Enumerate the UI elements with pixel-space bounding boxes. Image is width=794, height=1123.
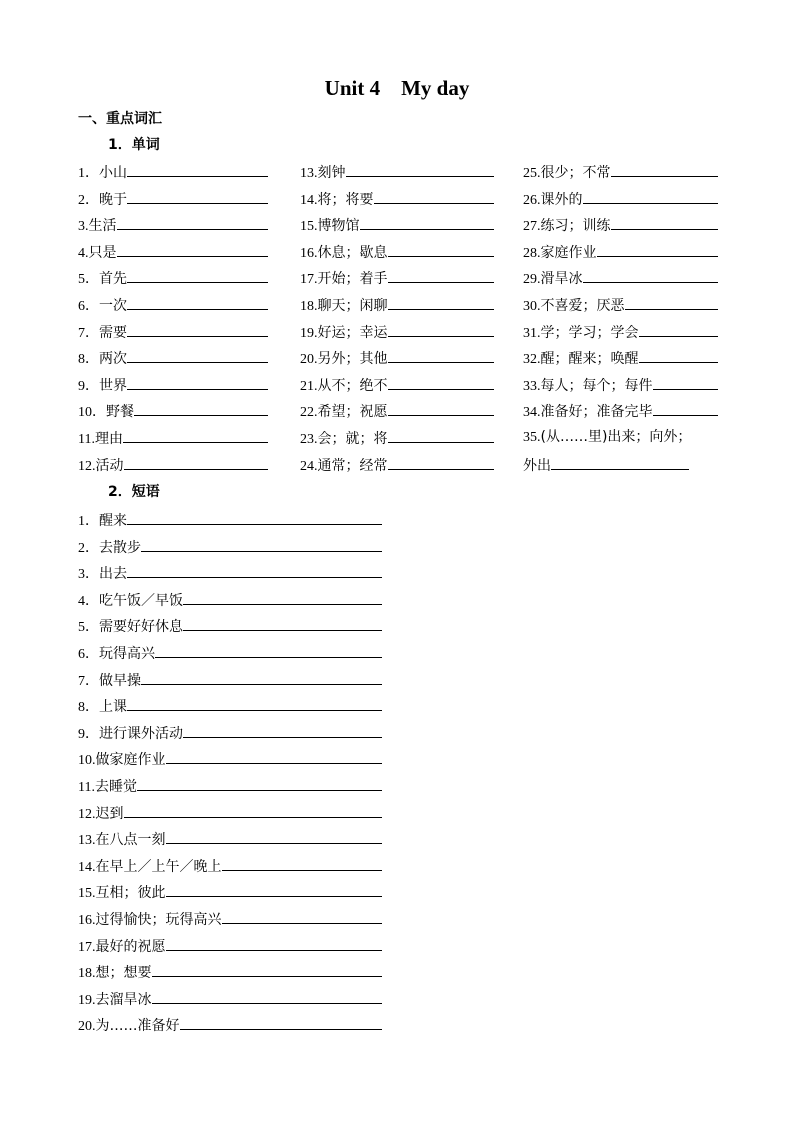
- answer-blank[interactable]: [388, 455, 495, 470]
- word-item: [78, 295, 268, 316]
- phrase-item: [78, 882, 382, 903]
- word-prompt: 会；就；将: [317, 431, 388, 447]
- word-number: 27.: [523, 219, 541, 235]
- phrase-prompt: 在早上／上午／晚上: [95, 858, 222, 875]
- phrase-prompt: 玩得高兴: [99, 646, 155, 662]
- answer-blank[interactable]: [388, 428, 495, 443]
- phrase-prompt: 进行课外活动: [99, 725, 183, 742]
- word-item: [523, 428, 753, 447]
- answer-blank[interactable]: [183, 590, 382, 605]
- phrase-number: 4．: [78, 593, 99, 609]
- word-number: 31.: [523, 325, 541, 341]
- phrase-number: 1．: [78, 514, 99, 529]
- word-prompt: 活动: [95, 457, 124, 474]
- answer-blank[interactable]: [625, 295, 719, 310]
- section-heading-vocabulary: 一、重点词汇: [78, 111, 162, 127]
- answer-blank[interactable]: [360, 215, 495, 230]
- word-number: 4.: [78, 245, 89, 261]
- answer-blank[interactable]: [180, 1015, 383, 1030]
- phrase-prompt: 互相；彼此: [95, 885, 166, 902]
- answer-blank[interactable]: [117, 215, 269, 230]
- phrase-number: 15.: [78, 886, 96, 902]
- word-item: [78, 401, 268, 422]
- phrase-prompt: 醒来: [99, 513, 127, 529]
- word-prompt: 聊天；闲聊: [317, 298, 388, 314]
- answer-blank[interactable]: [388, 375, 495, 390]
- phrase-item: [78, 590, 382, 611]
- phrase-number: 7．: [78, 673, 99, 689]
- phrase-number: 5．: [78, 620, 99, 636]
- answer-blank[interactable]: [611, 162, 719, 177]
- word-prompt: 晚于: [99, 191, 127, 208]
- answer-blank[interactable]: [152, 989, 383, 1004]
- word-number: 11.: [78, 432, 95, 447]
- answer-blank[interactable]: [127, 322, 268, 337]
- word-number: 3.: [78, 219, 89, 235]
- word-prompt: 从不；绝不: [317, 377, 388, 394]
- phrase-prompt: 做家庭作业: [95, 752, 166, 769]
- word-prompt: 每人；每个；每件: [540, 377, 653, 394]
- answer-blank[interactable]: [137, 776, 382, 791]
- word-prompt: 课外的: [540, 191, 583, 208]
- word-prompt: 练习；训练: [540, 218, 611, 235]
- word-item: [78, 215, 268, 236]
- phrase-item: [78, 723, 382, 744]
- word-item: [78, 348, 268, 369]
- phrase-number: 10.: [78, 753, 96, 769]
- word-item: [523, 295, 718, 316]
- phrase-number: 6．: [78, 647, 99, 662]
- phrase-number: 12.: [78, 806, 96, 822]
- answer-blank[interactable]: [155, 643, 382, 658]
- answer-blank[interactable]: [388, 242, 495, 257]
- phrase-item: [78, 936, 382, 957]
- word-item: [523, 215, 718, 236]
- answer-blank[interactable]: [127, 563, 382, 578]
- word-number: 5．: [78, 272, 99, 288]
- answer-blank[interactable]: [639, 348, 719, 363]
- answer-blank[interactable]: [388, 348, 495, 363]
- phrase-item: [78, 989, 382, 1010]
- word-item: [78, 455, 268, 476]
- word-prompt: 开始；着手: [317, 271, 388, 288]
- answer-blank[interactable]: [127, 162, 268, 177]
- word-prompt: 休息；歇息: [317, 244, 388, 261]
- phrase-item: [78, 962, 382, 983]
- answer-blank[interactable]: [127, 696, 382, 711]
- phrase-number: 14.: [78, 859, 96, 875]
- word-prompt: 家庭作业: [540, 244, 597, 261]
- phrase-item: [78, 616, 382, 637]
- word-number: 28.: [523, 245, 541, 261]
- answer-blank[interactable]: [583, 268, 719, 283]
- phrase-prompt: 想；想要: [95, 965, 152, 982]
- word-number: 7．: [78, 325, 99, 341]
- word-prompt: 好运；幸运: [317, 324, 388, 341]
- word-item: [300, 215, 494, 236]
- phrase-number: 16.: [78, 913, 96, 928]
- phrase-item: [78, 696, 382, 717]
- answer-blank[interactable]: [127, 348, 268, 363]
- word-prompt: 两次: [99, 351, 127, 368]
- answer-blank[interactable]: [653, 401, 719, 416]
- phrase-prompt: 去散步: [99, 539, 141, 556]
- phrase-prompt: 需要好好休息: [99, 619, 183, 636]
- answer-blank[interactable]: [388, 268, 495, 283]
- phrase-prompt: 吃午饭／早饭: [99, 592, 183, 609]
- word-prompt: 理由: [94, 431, 123, 447]
- word-item: [523, 348, 718, 369]
- phrase-prompt: 在八点一刻: [95, 832, 166, 849]
- answer-blank[interactable]: [124, 455, 269, 470]
- word-number: 15.: [300, 219, 318, 235]
- word-item: [300, 375, 494, 396]
- answer-blank[interactable]: [127, 295, 268, 310]
- word-number: 23.: [300, 432, 318, 447]
- word-number: 16.: [300, 245, 318, 261]
- word-number: 6．: [78, 299, 99, 314]
- phrase-number: 11.: [78, 780, 95, 795]
- answer-blank[interactable]: [134, 401, 268, 416]
- word-number: 25.: [523, 166, 541, 181]
- word-prompt: 一次: [99, 298, 127, 314]
- word-number: 14.: [300, 192, 318, 208]
- word-prompt: 需要: [99, 324, 127, 341]
- word-prompt: 首先: [99, 271, 127, 288]
- word-item: [300, 322, 494, 343]
- phrase-prompt: 过得愉快；玩得高兴: [95, 912, 222, 928]
- phrase-item: [78, 829, 382, 850]
- word-number: 2．: [78, 192, 99, 208]
- word-item: [78, 428, 268, 449]
- word-number: 10．: [78, 405, 106, 421]
- phrase-number: 18.: [78, 966, 96, 982]
- word-number: 12.: [78, 458, 96, 474]
- word-number: 17.: [300, 272, 318, 288]
- phrase-prompt: 出去: [99, 566, 127, 583]
- word-item: [78, 375, 268, 396]
- word-prompt: 不喜爱；厌恶: [540, 298, 625, 314]
- phrase-number: 20.: [78, 1019, 96, 1035]
- answer-blank[interactable]: [374, 189, 495, 204]
- phrase-number: 9．: [78, 726, 99, 742]
- word-number: 34.: [523, 405, 541, 421]
- word-number: 24.: [300, 458, 318, 474]
- phrase-number: 19.: [78, 992, 96, 1008]
- word-item: [78, 162, 268, 183]
- phrase-item: [78, 670, 382, 691]
- answer-blank[interactable]: [222, 909, 383, 924]
- phrase-prompt: 迟到: [95, 805, 124, 822]
- answer-blank[interactable]: [222, 856, 383, 871]
- answer-blank[interactable]: [583, 189, 719, 204]
- word-item: [523, 162, 718, 183]
- answer-blank[interactable]: [166, 882, 383, 897]
- answer-blank[interactable]: [346, 162, 495, 177]
- word-prompt: 希望；祝愿: [317, 404, 388, 421]
- word-item: [523, 455, 753, 475]
- phrase-item: [78, 776, 382, 797]
- word-prompt: 滑旱冰: [540, 271, 583, 288]
- phrase-prompt: 为……准备好: [95, 1018, 180, 1035]
- phrase-number: 17.: [78, 939, 96, 955]
- answer-blank[interactable]: [152, 962, 383, 977]
- word-prompt: 学；学习；学会: [540, 324, 639, 341]
- word-prompt: 很少；不常: [540, 165, 611, 181]
- word-number: 22.: [300, 405, 318, 421]
- phrase-item: [78, 856, 382, 877]
- phrase-number: 2．: [78, 540, 99, 556]
- answer-blank[interactable]: [611, 215, 719, 230]
- word-item: [78, 322, 268, 343]
- phrase-number: 13.: [78, 833, 96, 849]
- word-prompt: 通常；经常: [317, 457, 388, 474]
- word-item: [523, 189, 718, 210]
- answer-blank[interactable]: [597, 242, 719, 257]
- answer-blank[interactable]: [551, 455, 689, 470]
- answer-blank[interactable]: [123, 428, 268, 443]
- word-number: 26.: [523, 192, 541, 208]
- word-item: [300, 428, 494, 449]
- word-prompt: 世界: [99, 377, 127, 394]
- answer-blank[interactable]: [183, 616, 382, 631]
- phrase-prompt: 做早操: [99, 672, 141, 689]
- phrase-prompt: 最好的祝愿: [95, 938, 166, 955]
- phrase-item: [78, 563, 382, 584]
- answer-blank[interactable]: [166, 829, 383, 844]
- phrase-item: [78, 909, 382, 930]
- word-prompt: 小山: [99, 165, 127, 181]
- word-number: 19.: [300, 325, 318, 341]
- phrase-item: [78, 1015, 382, 1036]
- word-item: [300, 189, 494, 210]
- word-number: 1．: [78, 166, 99, 181]
- answer-blank[interactable]: [183, 723, 382, 738]
- word-item: [523, 322, 718, 343]
- word-number: 35.: [523, 430, 541, 445]
- phrase-prompt: 去睡觉: [94, 779, 137, 795]
- word-item: [78, 268, 268, 289]
- word-number: 33.: [523, 378, 541, 394]
- answer-blank[interactable]: [388, 401, 495, 416]
- word-prompt: 野餐: [106, 404, 134, 421]
- word-item: [300, 348, 494, 369]
- word-number: 13.: [300, 166, 318, 181]
- word-number: 32.: [523, 352, 541, 368]
- word-number: 9．: [78, 378, 99, 394]
- phrase-prompt: 上课: [99, 699, 127, 716]
- phrase-prompt: 去溜旱冰: [95, 991, 152, 1008]
- word-item: [300, 268, 494, 289]
- phrase-item: [78, 537, 382, 558]
- word-item: [78, 242, 268, 263]
- word-prompt: 外出: [523, 457, 551, 474]
- word-prompt: 刻钟: [317, 165, 346, 181]
- word-prompt: 将；将要: [317, 191, 374, 208]
- word-number: 20.: [300, 352, 318, 368]
- answer-blank[interactable]: [166, 749, 383, 764]
- page-title: Unit 4 My day: [324, 76, 470, 100]
- answer-blank[interactable]: [166, 936, 383, 951]
- word-prompt: (从……里)出来；向外；: [540, 429, 692, 445]
- answer-blank[interactable]: [124, 803, 383, 818]
- phrase-number: 3．: [78, 567, 99, 583]
- word-prompt: 醒；醒来；唤醒: [540, 351, 639, 368]
- answer-blank[interactable]: [388, 322, 495, 337]
- word-item: [300, 401, 494, 422]
- phrase-item: [78, 510, 382, 531]
- answer-blank[interactable]: [639, 322, 719, 337]
- phrase-item: [78, 749, 382, 770]
- word-number: 8．: [78, 352, 99, 368]
- subheading-phrases: 2．短语: [108, 484, 160, 500]
- word-item: [300, 295, 494, 316]
- phrase-number: 8．: [78, 700, 99, 716]
- word-prompt: 生活: [88, 218, 117, 235]
- word-prompt: 另外；其他: [317, 351, 388, 368]
- answer-blank[interactable]: [127, 189, 268, 204]
- answer-blank[interactable]: [388, 295, 495, 310]
- word-number: 18.: [300, 299, 318, 314]
- answer-blank[interactable]: [141, 537, 382, 552]
- answer-blank[interactable]: [117, 242, 269, 257]
- word-prompt: 只是: [88, 244, 117, 261]
- answer-blank[interactable]: [141, 670, 382, 685]
- word-item: [300, 162, 494, 183]
- subheading-words: 1．单词: [108, 137, 160, 153]
- word-number: 30.: [523, 299, 541, 314]
- word-prompt: 准备好；准备完毕: [540, 404, 653, 421]
- answer-blank[interactable]: [653, 375, 719, 390]
- word-number: 21.: [300, 378, 318, 394]
- word-number: 29.: [523, 272, 541, 288]
- word-item: [523, 268, 718, 289]
- word-item: [523, 242, 718, 263]
- answer-blank[interactable]: [127, 510, 382, 525]
- answer-blank[interactable]: [127, 268, 268, 283]
- word-item: [300, 455, 494, 476]
- word-item: [78, 189, 268, 210]
- phrase-item: [78, 643, 382, 664]
- word-item: [523, 375, 718, 396]
- word-prompt: 博物馆: [317, 218, 360, 235]
- word-item: [300, 242, 494, 263]
- answer-blank[interactable]: [127, 375, 268, 390]
- phrase-item: [78, 803, 382, 824]
- word-item: [523, 401, 718, 422]
